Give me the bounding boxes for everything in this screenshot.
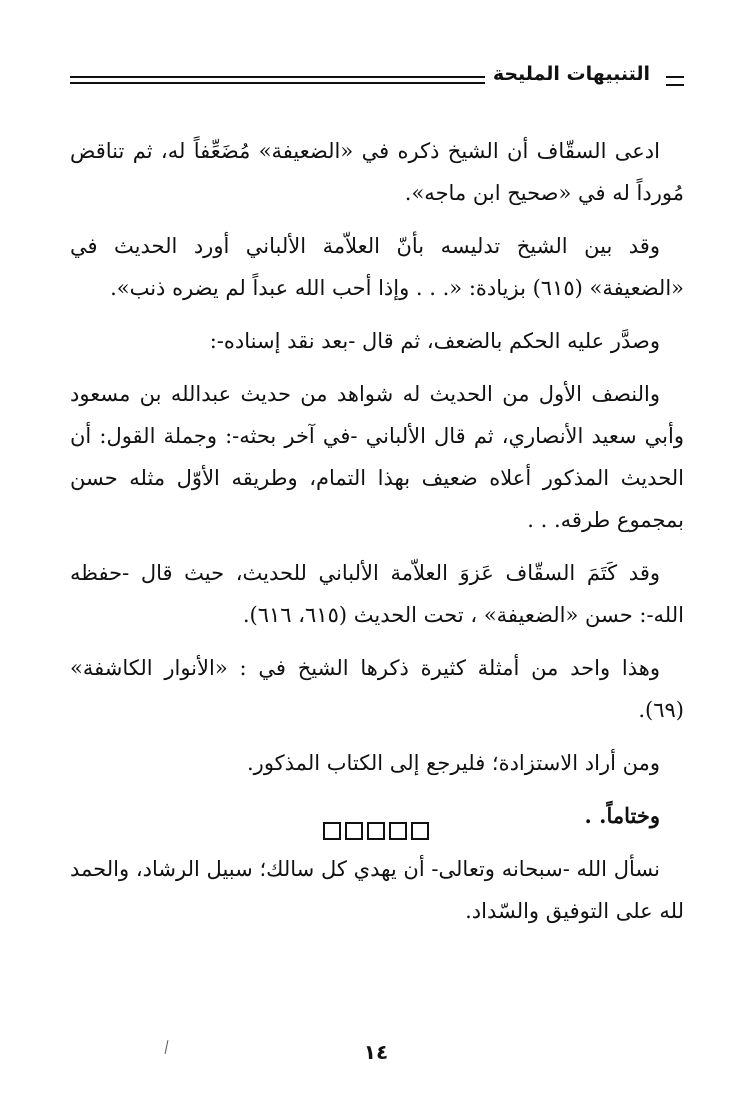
paragraph-4: والنصف الأول من الحديث له شواهد من حديث عبدالله بن مسعود وأبي سعيد الأنصاري، ثم قال الألباني -في آخر بحثه-: وجملة القول: أن الحديث المذكور أعلاه ضعيف بهذا التمام، وطريقه الأوّل مثله حسن بمجموع طرقه. . . xyxy=(70,382,684,532)
page-number: ١٤ xyxy=(363,1040,389,1064)
square-ornament-icon xyxy=(323,822,341,840)
header-ornament xyxy=(666,76,684,86)
square-ornament-icon xyxy=(411,822,429,840)
paragraph-1: ادعى السقّاف أن الشيخ ذكره في «الضعيفة» مُضَعِّفاً له، ثم تناقض مُورداً له في «صحيح ابن ماجه». xyxy=(70,139,684,205)
running-header xyxy=(70,62,684,92)
section-end-ornament xyxy=(0,822,752,840)
running-title: التنبيهات المليحة xyxy=(485,62,654,86)
square-ornament-icon xyxy=(389,822,407,840)
paragraph-5: وقد كَتَمَ السقّاف عَزوَ العلاّمة الألباني للحديث، حيث قال -حفظه الله-: حسن «الضعيفة» ، تحت الحديث (٦١٥، ٦١٦). xyxy=(70,561,684,627)
paragraph-2: وقد بين الشيخ تدليسه بأنّ العلاّمة الألباني أورد الحديث في «الضعيفة» (٦١٥) بزيادة: «. . . وإذا أحب الله عبداً لم يضره ذنب». xyxy=(70,234,684,300)
paragraph-7: ومن أراد الاستزادة؛ فليرجع إلى الكتاب المذكور. xyxy=(247,751,660,775)
paragraph-closing: وختاماً. . xyxy=(584,803,660,828)
square-ornament-icon xyxy=(345,822,363,840)
paragraph-final: نسأل الله -سبحانه وتعالى- أن يهدي كل سالك؛ سبيل الرشاد، والحمد لله على التوفيق والسّداد. xyxy=(70,857,684,923)
square-ornament-icon xyxy=(367,822,385,840)
paragraph-3: وصدَّر عليه الحكم بالضعف، ثم قال -بعد نقد إسناده-: xyxy=(209,329,660,353)
paragraph-6: وهذا واحد من أمثلة كثيرة ذكرها الشيخ في : «الأنوار الكاشفة» (٦٩). xyxy=(70,656,684,722)
